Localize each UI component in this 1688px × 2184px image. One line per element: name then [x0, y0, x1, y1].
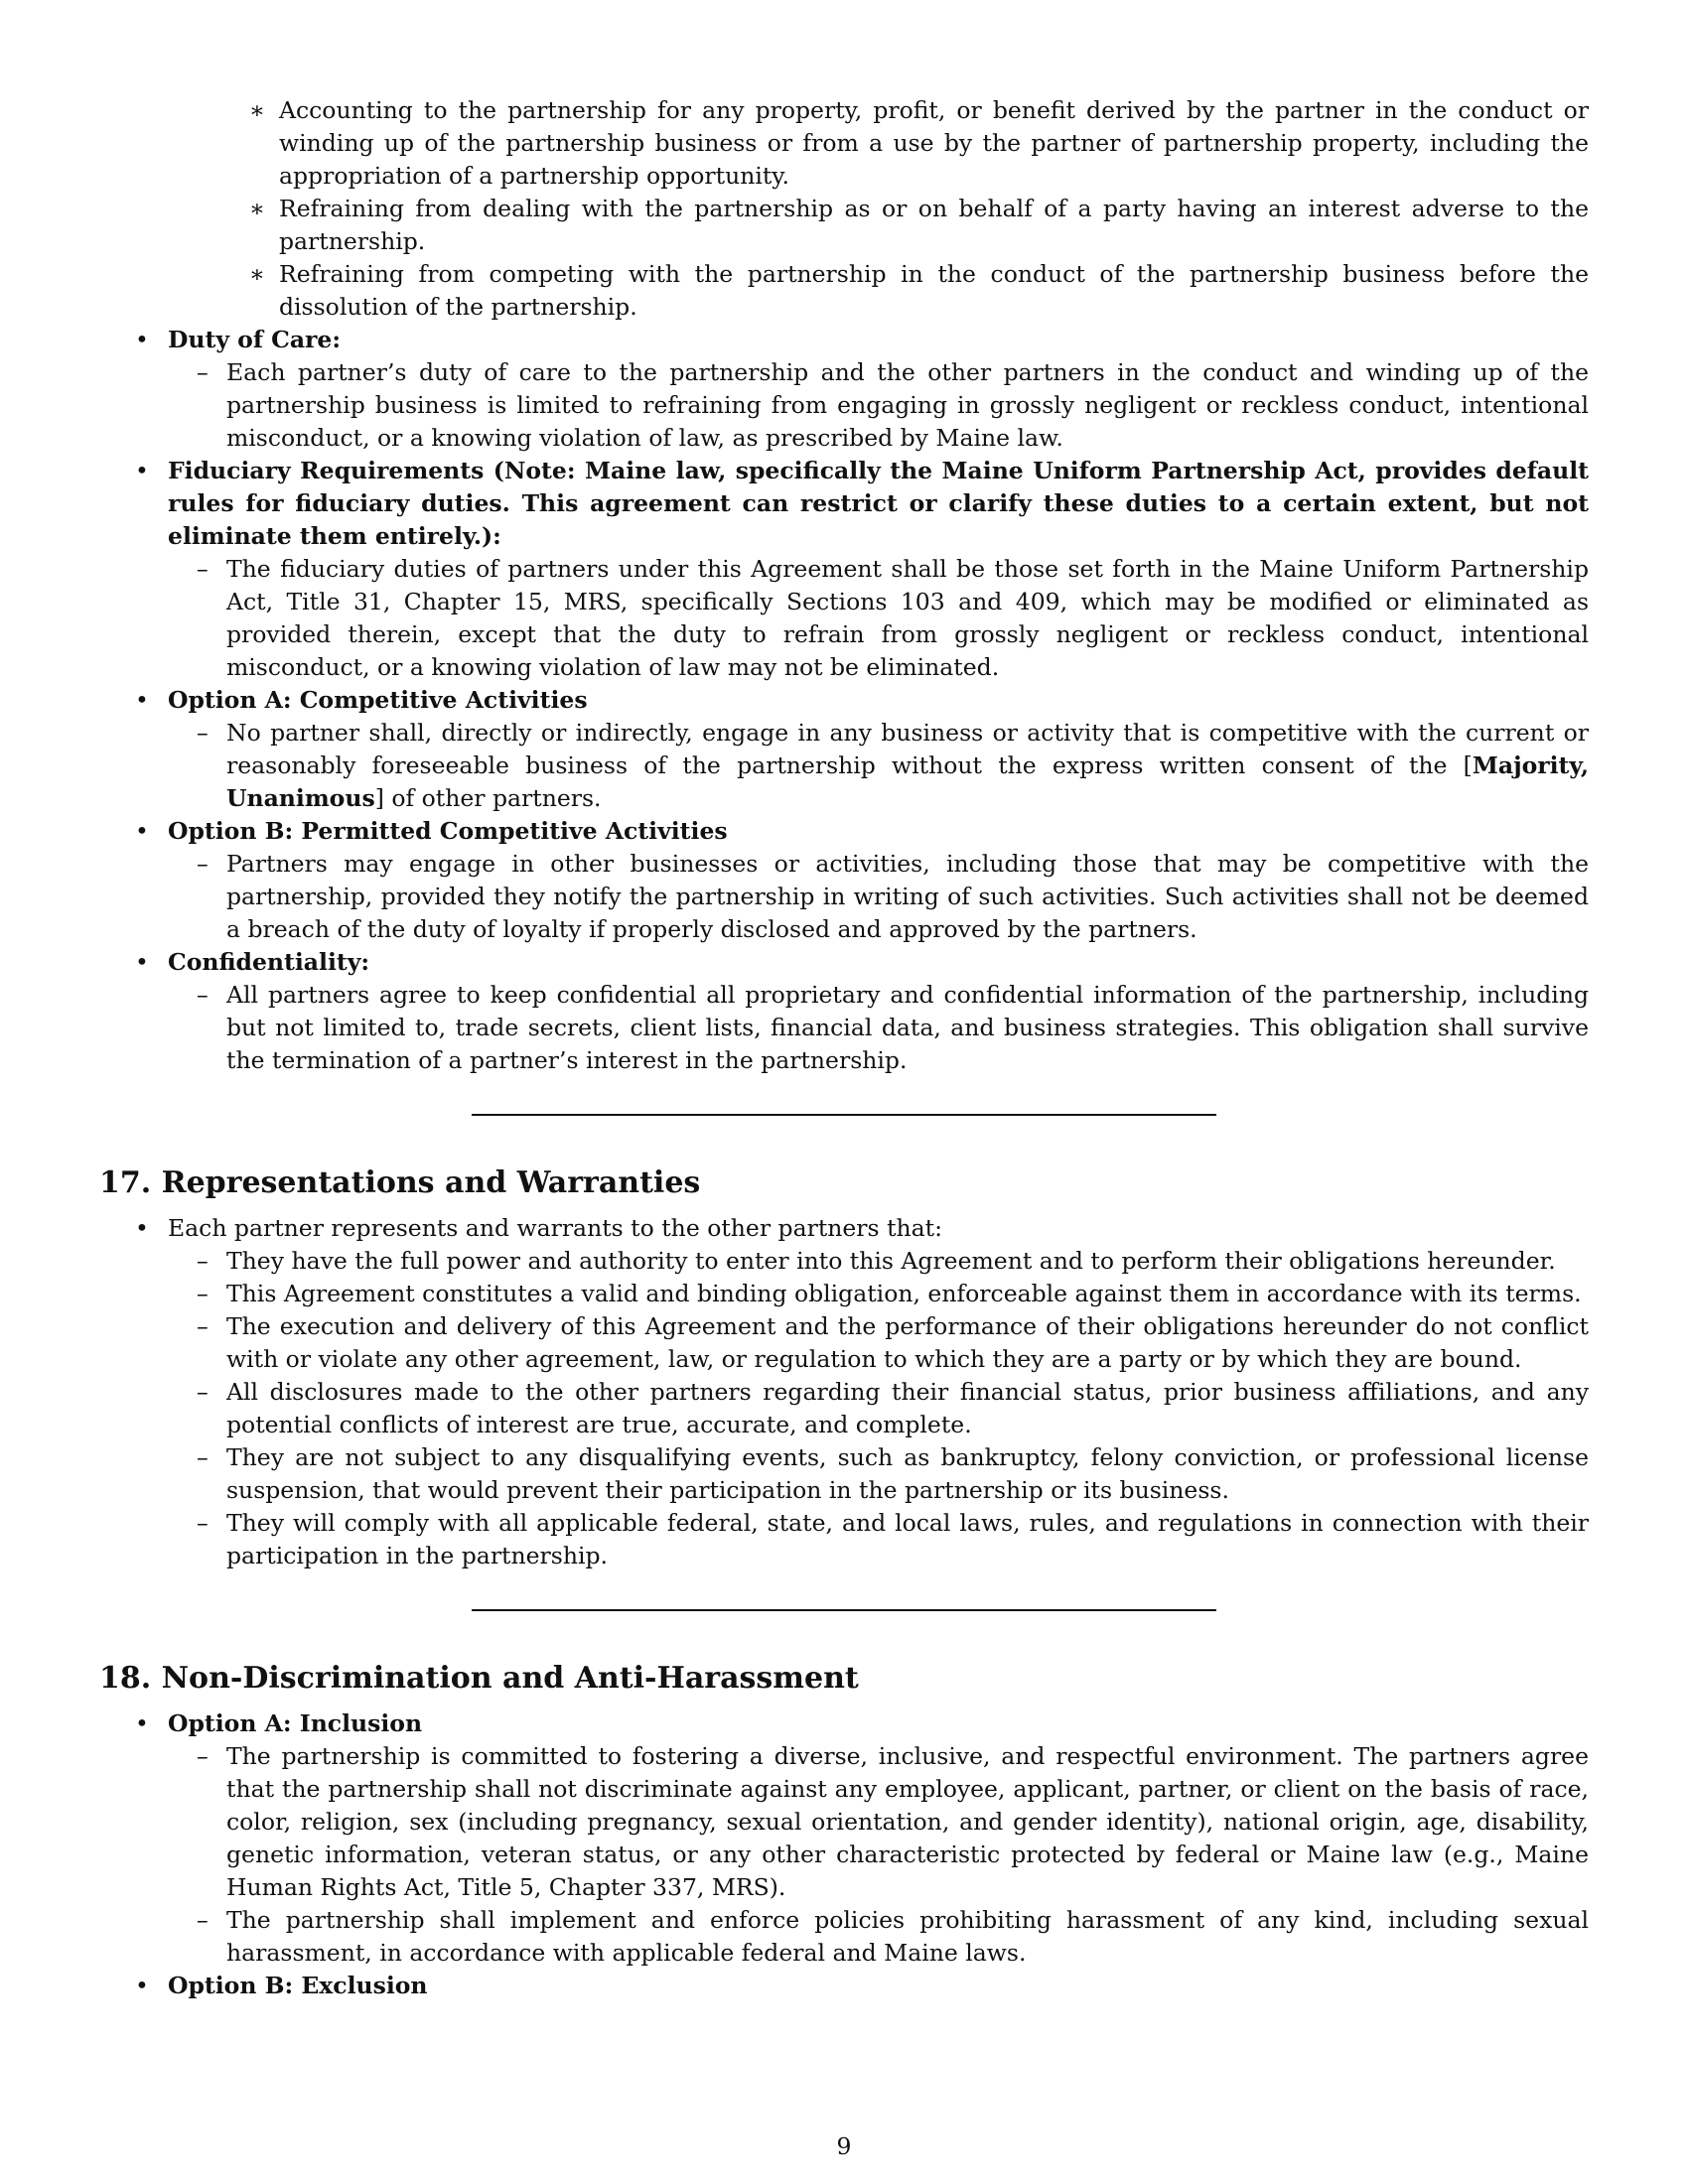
- dash-marker: –: [197, 1280, 209, 1307]
- bullet-marker: •: [135, 948, 149, 976]
- list-item: – Partners may engage in other businesses or activities, including those that may be competitive with the partnership, provided they notify the partnership in writing of such activities. Such activities shall not be deemed a breach of the duty of loyalty if properly disclosed and approved by the partners.: [197, 850, 1589, 943]
- dash-marker: –: [197, 1312, 209, 1340]
- list-item: – The execution and delivery of this Agreement and the performance of their obligations hereunder do not conflict with or violate any other agreement, law, or regulation to which they are a party or by which they are bound.: [197, 1312, 1589, 1373]
- list-item: – No partner shall, directly or indirectly, engage in any business or activity that is competitive with the current or reasonably foreseeable business of the partnership without the express written consent of the [Majority, Unanimous] of other partners.: [197, 719, 1589, 812]
- list-item: – All partners agree to keep confidential all proprietary and confidential information of the partnership, including but not limited to, trade secrets, client lists, financial data, and business strategies. This obligation shall survive the termination of a partner’s interest in the partnership.: [197, 981, 1589, 1074]
- duty-of-care-heading: Duty of Care:: [168, 326, 342, 353]
- section-18-list: [99, 1707, 1589, 2002]
- dash-marker: –: [197, 1742, 209, 1770]
- list-item: [99, 946, 1589, 979]
- document-page: [99, 94, 1589, 2002]
- bullet-marker: •: [135, 326, 149, 353]
- section-divider: [472, 1609, 1216, 1611]
- star-marker: ∗: [249, 195, 265, 222]
- dash-marker: –: [197, 358, 209, 386]
- list-item: [99, 815, 1589, 848]
- section-18-title: 18. Non-Discrimination and Anti-Harassment: [99, 1661, 859, 1696]
- dash-marker: –: [197, 981, 209, 1009]
- list-item: – All disclosures made to the other partners regarding their financial status, prior business affiliations, and any potential conflicts of interest are true, accurate, and complete.: [197, 1378, 1589, 1438]
- list-item: – This Agreement constitutes a valid and binding obligation, enforceable against them in accordance with its terms.: [99, 1278, 1589, 1310]
- fiduciary-heading: Fiduciary Requirements (Note: Maine law, specifically the Maine Uniform Partnership Act, provides default rules for fiduciary duties. This agreement can restrict or clarify these duties to a certain extent, but not eliminate them entirely.):: [168, 457, 1589, 550]
- dash-marker: –: [197, 1443, 209, 1471]
- list-item: ∗ Refraining from competing with the partnership in the conduct of the partnership business before the dissolution of the partnership.: [249, 260, 1589, 321]
- dash-marker: –: [197, 555, 209, 583]
- page-number: 9: [836, 2132, 852, 2160]
- list-item: – Each partner’s duty of care to the partnership and the other partners in the conduct and winding up of the partnership business is limited to refraining from engaging in grossly negligent or reckless conduct, intentional misconduct, or a knowing violation of law, as prescribed by Maine law.: [197, 358, 1589, 452]
- list-item: • Each partner represents and warrants to the other partners that:: [99, 1212, 1589, 1245]
- dash-marker: –: [197, 1378, 209, 1406]
- consent-option: Majority, Unanimous: [226, 751, 1589, 812]
- option-b-competitive-heading: Option B: Permitted Competitive Activities: [168, 817, 728, 845]
- section-divider: [472, 1114, 1216, 1116]
- list-item: [99, 1707, 1589, 1740]
- bullet-marker: •: [135, 457, 149, 484]
- list-item: – The partnership shall implement and enforce policies prohibiting harassment of any kind, including sexual harassment, in accordance with applicable federal and Maine laws.: [197, 1906, 1589, 1967]
- star-marker: ∗: [249, 96, 265, 124]
- duties-list: [99, 324, 1589, 1077]
- loyalty-sub-list: [99, 94, 1589, 324]
- list-item: ∗ Accounting to the partnership for any property, profit, or benefit derived by the partner in the conduct or winding up of the partnership business or from a use by the partner of partnership property, including the appropriation of a partnership opportunity.: [249, 96, 1589, 190]
- list-item: [99, 684, 1589, 717]
- bullet-marker: •: [135, 1709, 149, 1737]
- list-item: – They are not subject to any disqualifying events, such as bankruptcy, felony conviction, or professional license suspension, that would prevent their participation in the partnership or its business.: [197, 1443, 1589, 1504]
- dash-marker: –: [197, 1247, 209, 1275]
- list-item: [99, 1970, 1589, 2002]
- option-a-competitive-heading: Option A: Competitive Activities: [168, 686, 588, 714]
- star-marker: ∗: [249, 260, 265, 288]
- dash-marker: –: [197, 850, 209, 878]
- list-item: – They will comply with all applicable federal, state, and local laws, rules, and regulations in connection with their participation in the partnership.: [197, 1509, 1589, 1570]
- bullet-marker: •: [135, 1972, 149, 1999]
- bullet-marker: •: [135, 817, 149, 845]
- list-item: – They have the full power and authority to enter into this Agreement and to perform their obligations hereunder.: [99, 1245, 1589, 1278]
- dash-marker: –: [197, 719, 209, 747]
- bullet-marker: •: [135, 1214, 149, 1242]
- list-item: – The partnership is committed to fostering a diverse, inclusive, and respectful environment. The partners agree that the partnership shall not discriminate against any employee, applicant, partner, or client on the basis of race, color, religion, sex (including pregnancy, sexual orientation, and gender identity), national origin, age, disability, genetic information, veteran status, or any other characteristic protected by federal or Maine law (e.g., Maine Human Rights Act, Title 5, Chapter 337, MRS).: [197, 1742, 1589, 1901]
- list-item: [99, 324, 1589, 356]
- section-17-title: 17. Representations and Warranties: [99, 1165, 701, 1200]
- confidentiality-heading: Confidentiality:: [168, 948, 370, 976]
- section-17-list: [99, 1212, 1589, 1572]
- bullet-marker: •: [135, 686, 149, 714]
- option-b-exclusion-heading: Option B: Exclusion: [168, 1972, 428, 1999]
- list-item: – The fiduciary duties of partners under this Agreement shall be those set forth in the Maine Uniform Partnership Act, Title 31, Chapter 15, MRS, specifically Sections 103 and 409, which may be modified or eliminated as provided therein, except that the duty to refrain from grossly negligent or reckless conduct, intentional misconduct, or a knowing violation of law may not be eliminated.: [197, 555, 1589, 681]
- list-item: [99, 455, 1589, 553]
- list-item: ∗ Refraining from dealing with the partnership as or on behalf of a party having an interest adverse to the partnership.: [249, 195, 1589, 255]
- option-a-inclusion-heading: Option A: Inclusion: [168, 1709, 423, 1737]
- dash-marker: –: [197, 1509, 209, 1537]
- dash-marker: –: [197, 1906, 209, 1934]
